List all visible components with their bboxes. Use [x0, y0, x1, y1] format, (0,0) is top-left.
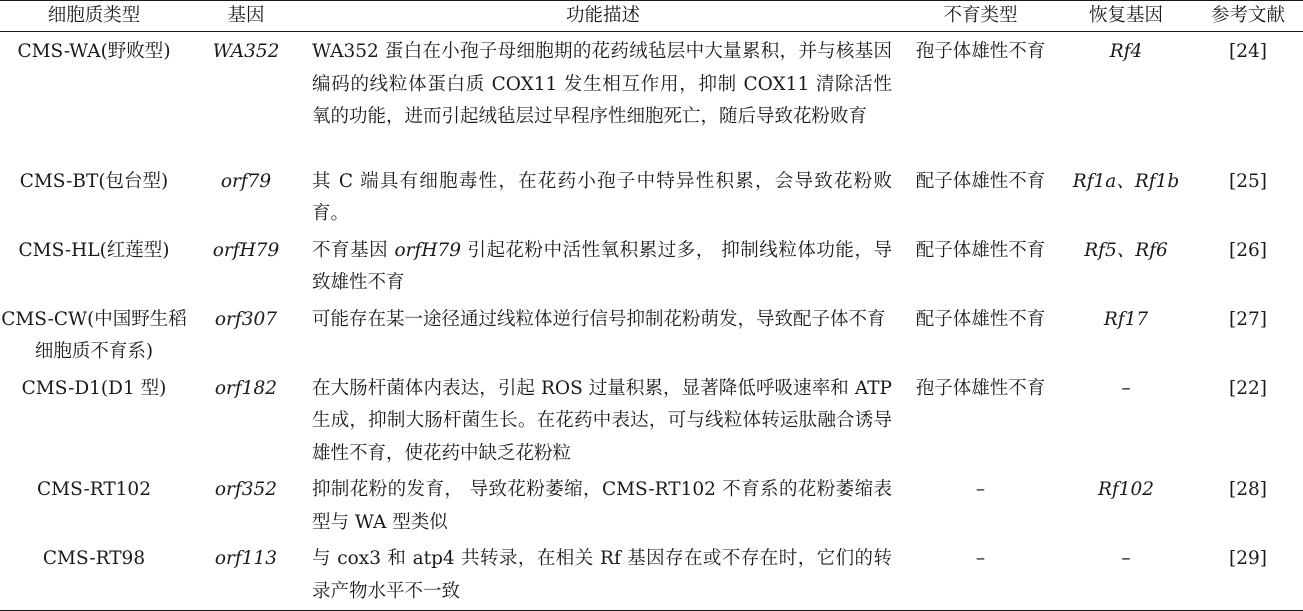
- header-sterility-type: 不育类型: [902, 1, 1059, 32]
- header-function: 功能描述: [304, 1, 902, 32]
- cell-cytoplasm-type: CMS-BT(包台型): [19, 170, 169, 192]
- cell-restorer-gene: Rf4: [1109, 41, 1143, 62]
- cell-cytoplasm-type: CMS-CW(中国野生稻细胞质不育系): [1, 308, 187, 362]
- cell-cytoplasm-type: CMS-RT102: [37, 479, 151, 500]
- cell-function: 抑制花粉的发育， 导致花粉萎缩，CMS-RT102 不育系的花粉萎缩表型与 WA 型类似: [312, 479, 892, 533]
- table-header: [0, 1, 1303, 32]
- cell-restorer-gene: Rf5、Rf6: [1084, 239, 1168, 261]
- cell-reference: [28]: [1229, 479, 1267, 500]
- cell-sterility-type: 配子体雄性不育: [915, 239, 1046, 261]
- cell-gene: orf352: [214, 479, 278, 500]
- cell-gene: orf182: [214, 377, 278, 399]
- cell-function: 与 cox3 和 atp4 共转录，在相关 Rf 基因存在或不存在时，它们的转录产物水平不一致: [304, 539, 902, 611]
- function-text: 不育基因: [312, 239, 395, 261]
- table-row: [0, 539, 1303, 611]
- cell-cytoplasm-type: CMS-D1(D1 型): [21, 377, 167, 399]
- cell-cytoplasm-type: CMS-WA(野败型): [17, 41, 171, 62]
- header-gene: 基因: [188, 1, 304, 32]
- cell-cytoplasm-type: CMS-HL(红莲型): [18, 239, 170, 261]
- header-row: [0, 1, 1303, 32]
- cell-function: 其 C 端具有细胞毒性，在花药小孢子中特异性积累，会导致花粉败育。: [312, 170, 892, 224]
- header-restorer-gene: 恢复基因: [1059, 1, 1193, 32]
- cell-gene: WA352: [212, 41, 280, 62]
- table-row: [0, 369, 1303, 471]
- header-reference: 参考文献: [1193, 1, 1303, 32]
- cell-gene: orf307: [214, 308, 278, 330]
- function-gene-name: orfH79: [394, 239, 462, 261]
- table-row: [0, 231, 1303, 300]
- table-body: [0, 32, 1303, 611]
- header-cytoplasm-type: 细胞质类型: [0, 1, 188, 32]
- cell-sterility-type: –: [975, 479, 986, 500]
- table-row: [0, 32, 1303, 162]
- function-text: 引起花粉中活性氧积累过多， 抑制线粒体功能，导致雄性不育: [312, 239, 892, 293]
- cell-reference: [26]: [1229, 239, 1267, 261]
- cell-reference: [27]: [1229, 308, 1267, 330]
- cell-restorer-gene: Rf17: [1103, 308, 1149, 330]
- cell-function: WA352 蛋白在小孢子母细胞期的花药绒毡层中大量累积，并与核基因编码的线粒体蛋白质 COX11 发生相互作用，抑制 COX11 清除活性氧的功能，进而引起绒毡层过早程序性细胞死亡，随后导致花粉败育: [312, 41, 892, 127]
- cell-sterility-type: –: [902, 539, 1059, 611]
- table-row: [0, 162, 1303, 231]
- cell-gene: orfH79: [212, 239, 280, 261]
- cell-cytoplasm-type: CMS-RT98: [0, 539, 188, 611]
- cell-gene: orf113: [188, 539, 304, 611]
- table-row: [0, 470, 1303, 539]
- cell-function: [304, 231, 902, 300]
- cell-restorer-gene: –: [1059, 539, 1193, 611]
- cell-reference: [29]: [1193, 539, 1303, 611]
- cell-restorer-gene: Rf1a、Rf1b: [1072, 170, 1180, 192]
- cell-sterility-type: 配子体雄性不育: [915, 170, 1046, 192]
- cell-gene: orf79: [220, 170, 272, 192]
- cell-function: 可能存在某一途径通过线粒体逆行信号抑制花粉萌发，导致配子体不育: [312, 308, 886, 330]
- cell-sterility-type: 孢子体雄性不育: [915, 41, 1046, 62]
- cell-sterility-type: 孢子体雄性不育: [915, 377, 1046, 399]
- cell-reference: [24]: [1229, 41, 1267, 62]
- cell-reference: [22]: [1229, 377, 1267, 399]
- cell-restorer-gene: –: [1121, 377, 1131, 399]
- cell-restorer-gene: Rf102: [1097, 479, 1155, 500]
- cell-function: 在大肠杆菌体内表达，引起 ROS 过量积累，显著降低呼吸速率和 ATP 生成，抑制大肠杆菌生长。在花药中表达，可与线粒体转运肽融合诱导雄性不育，使花药中缺乏花粉粒: [312, 377, 892, 464]
- cell-sterility-type: 配子体雄性不育: [915, 308, 1046, 330]
- cell-reference: [25]: [1229, 170, 1267, 192]
- table-row: [0, 300, 1303, 369]
